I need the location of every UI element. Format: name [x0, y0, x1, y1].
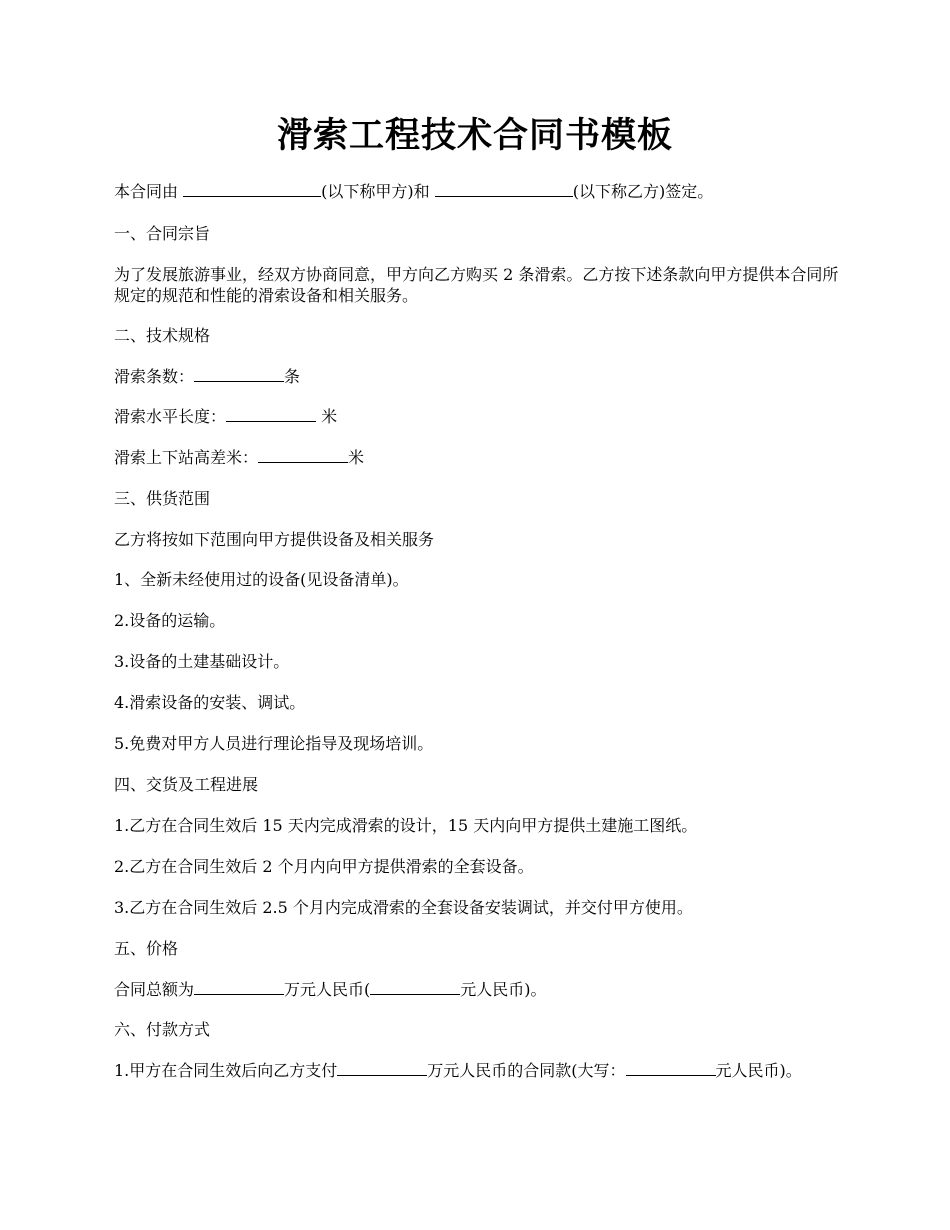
price-yuan-blank[interactable]: [370, 980, 460, 995]
party-b-blank[interactable]: [435, 182, 573, 197]
schedule-item-2: 2.乙方在合同生效后 2 个月内向甲方提供滑索的全套设备。: [114, 857, 534, 876]
spec-length-unit: 米: [316, 407, 338, 426]
price-total-blank[interactable]: [194, 980, 284, 995]
scope-item-5: 5.免费对甲方人员进行理论指导及现场培训。: [114, 734, 434, 753]
party-b-suffix: (以下称乙方)签定。: [572, 182, 714, 201]
schedule-item-3: 3.乙方在合同生效后 2.5 个月内完成滑索的全套设备安装调试，并交付甲方使用。: [114, 898, 693, 917]
party-a-blank[interactable]: [183, 182, 321, 197]
scope-item-1: 1、全新未经使用过的设备(见设备清单)。: [114, 570, 409, 589]
scope-item-2: 2.设备的运输。: [114, 611, 226, 630]
payment-prefix: 1.甲方在合同生效后向乙方支付: [114, 1061, 338, 1080]
spec-height-unit: 米: [348, 448, 365, 467]
section-1-body: 为了发展旅游事业，经双方协商同意，甲方向乙方购买 2 条滑索。乙方按下述条款向甲方提供本合同所规定的规范和性能的滑索设备和相关服务。: [114, 265, 839, 305]
price-line: [114, 979, 840, 1000]
payment-suffix: 元人民币)。: [715, 1061, 802, 1080]
spec-length-blank[interactable]: [226, 407, 316, 422]
spec-count-blank[interactable]: [194, 367, 284, 382]
section-5-heading: 五、价格: [114, 939, 179, 958]
spec-count-line: [114, 366, 840, 387]
spec-height-blank[interactable]: [258, 448, 348, 463]
spec-height-label: 滑索上下站高差米：: [114, 448, 259, 467]
section-4-heading: 四、交货及工程进展: [114, 775, 259, 794]
price-prefix: 合同总额为: [114, 980, 195, 999]
spec-count-label: 滑索条数：: [114, 367, 195, 386]
spec-height-line: [114, 447, 840, 468]
intro-prefix: 本合同由: [114, 182, 179, 201]
section-2-heading: 二、技术规格: [114, 326, 211, 345]
spec-count-unit: 条: [284, 367, 301, 386]
spec-length-label: 滑索水平长度：: [114, 407, 227, 426]
payment-capital-blank[interactable]: [626, 1061, 716, 1076]
section-1-heading: 一、合同宗旨: [114, 224, 211, 243]
spec-length-line: [114, 406, 840, 427]
document-title: 滑索工程技术合同书模板: [276, 115, 673, 156]
scope-item-3: 3.设备的土建基础设计。: [114, 652, 290, 671]
section-6-heading: 六、付款方式: [114, 1020, 211, 1039]
intro-line: [114, 181, 840, 202]
price-suffix: 元人民币)。: [460, 980, 547, 999]
schedule-item-1: 1.乙方在合同生效后 15 天内完成滑索的设计，15 天内向甲方提供土建施工图纸。: [114, 816, 698, 835]
section-3-intro: 乙方将按如下范围向甲方提供设备及相关服务: [114, 530, 435, 549]
party-a-suffix: (以下称甲方)和: [321, 182, 430, 201]
price-mid: 万元人民币(: [284, 980, 371, 999]
section-3-heading: 三、供货范围: [114, 489, 211, 508]
payment-amount-blank[interactable]: [337, 1061, 427, 1076]
scope-item-4: 4.滑索设备的安装、调试。: [114, 693, 306, 712]
payment-mid: 万元人民币的合同款(大写：: [427, 1061, 626, 1080]
payment-item-1: [114, 1060, 840, 1081]
